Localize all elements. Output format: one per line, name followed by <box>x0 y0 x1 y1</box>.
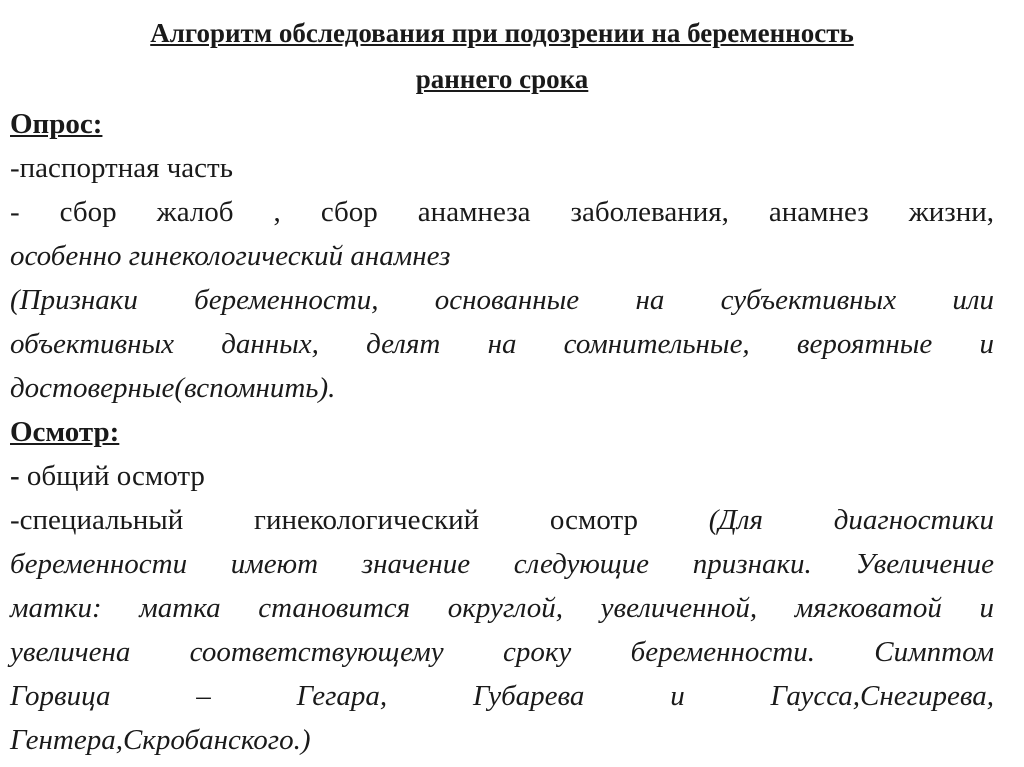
exam-item-special-line-2: беременности имеют значение следующие признаки. Увеличение <box>10 548 994 580</box>
document-title-line-2: раннего срока <box>415 64 589 94</box>
survey-item-complaints-line-2: особенно гинекологический анамнез <box>10 240 451 272</box>
survey-item-complaints-line-1: - сбор жалоб , сбор анамнеза заболевания, анамнез жизни, <box>10 196 994 228</box>
exam-item-special-line-4: увеличена соответствующему сроку беременности. Симптом <box>10 636 994 668</box>
exam-item-general <box>10 454 994 498</box>
survey-note-line-3: достоверные(вспомнить). <box>10 372 336 404</box>
document-page <box>10 10 994 762</box>
exam-heading: Осмотр: <box>10 416 120 448</box>
document-title-line-1: Алгоритм обследования при подозрении на беременность <box>150 18 854 48</box>
survey-note-line-1: (Признаки беременности, основанные на субъективных или <box>10 284 994 316</box>
exam-item-special-line-6: Гентера,Скробанского.) <box>10 724 311 756</box>
exam-item-special-italic: (Для диагностики <box>708 504 994 536</box>
exam-item-special-line-1 <box>10 498 994 542</box>
survey-item-passport: -паспортная часть <box>10 152 233 184</box>
survey-note-line-2: объективных данных, делят на сомнительные, вероятные и <box>10 328 994 360</box>
exam-item-special-line-5: Горвица – Гегара, Губарева и Гаусса,Снегирева, <box>10 680 994 712</box>
exam-item-special-prefix: -специальный гинекологический осмотр <box>10 504 709 536</box>
exam-item-general-text: общий осмотр <box>19 460 205 492</box>
survey-heading: Опрос: <box>10 108 103 140</box>
exam-item-general-dash: - <box>10 460 20 492</box>
exam-item-special-line-3: матки: матка становится округлой, увеличенной, мягковатой и <box>10 592 994 624</box>
